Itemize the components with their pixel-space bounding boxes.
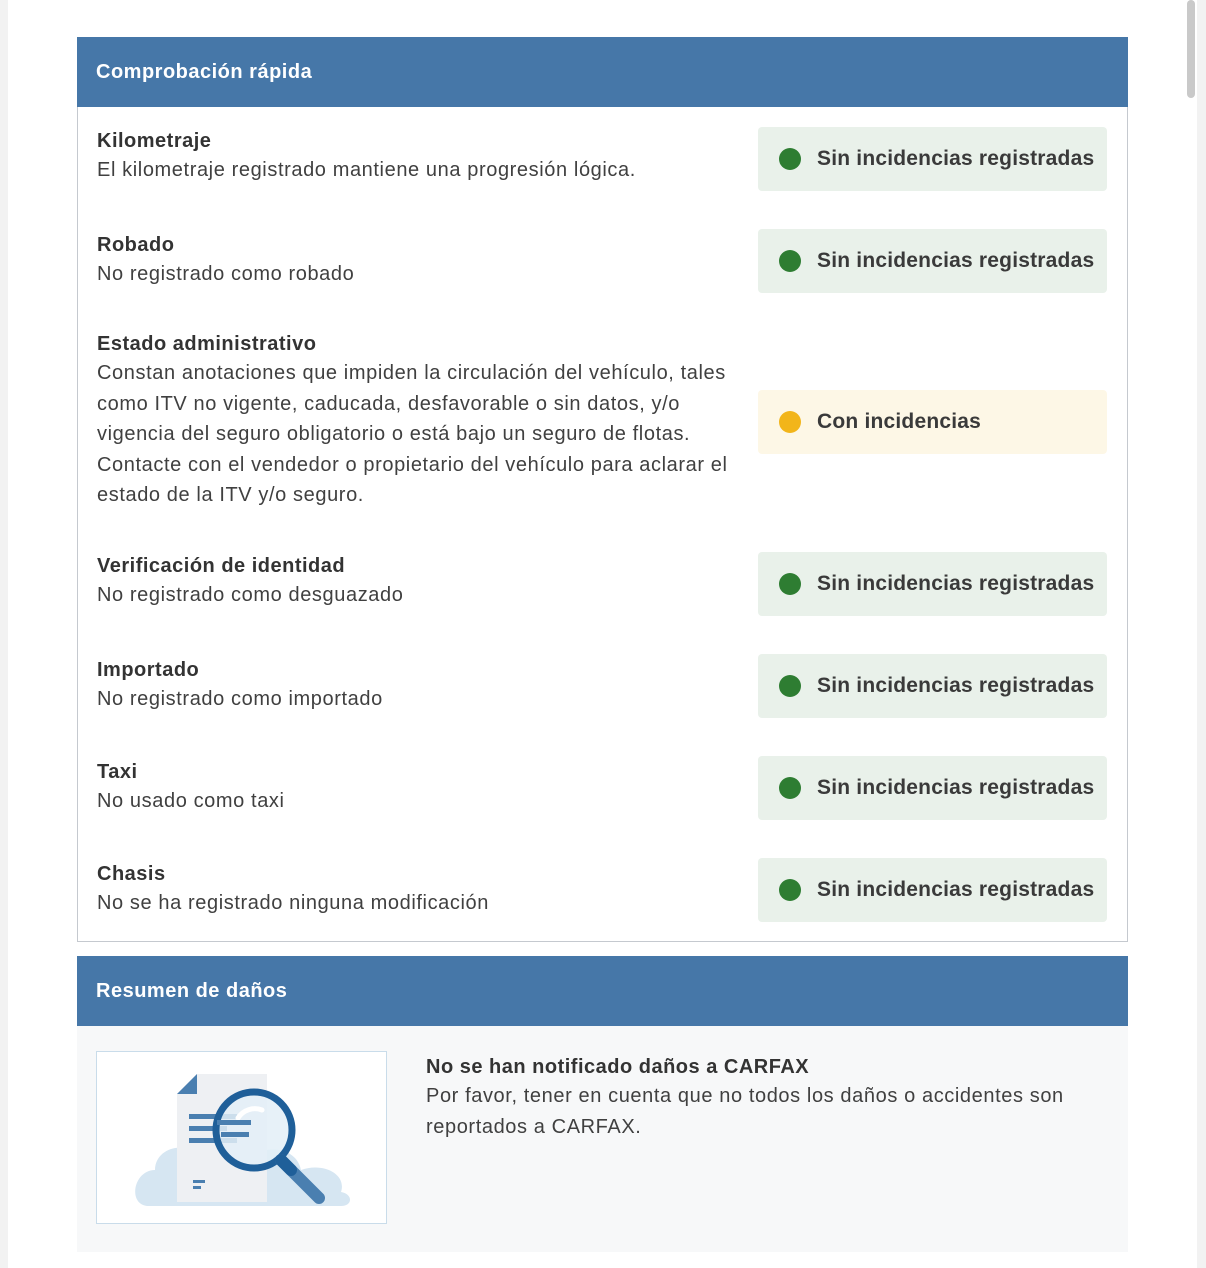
- status-label: Sin incidencias registradas: [817, 572, 1095, 595]
- status-dot-icon: [779, 777, 801, 799]
- status-dot-icon: [779, 675, 801, 697]
- status-label: Sin incidencias registradas: [817, 878, 1095, 901]
- damage-summary-title: Resumen de daños: [96, 979, 288, 1002]
- damage-summary-header: [77, 956, 1128, 1026]
- check-row-text: [97, 231, 732, 290]
- damage-heading: No se han notificado daños a CARFAX: [426, 1056, 810, 1078]
- check-row-description: Constan anotaciones que impiden la circulación del vehículo, tales como ITV no vigente, caducada, desfavorable o sin datos, y/o vigencia del seguro obligatorio o está bajo un seguro de flotas. Contacte con el vendedor o propietario del vehículo para aclarar el estado de la ITV y/o seguro.: [97, 362, 728, 506]
- check-row-title: Estado administrativo: [97, 333, 317, 355]
- status-dot-icon: [779, 148, 801, 170]
- check-row-text: [97, 552, 732, 611]
- check-row-title: Taxi: [97, 761, 138, 783]
- status-badge: [758, 858, 1107, 922]
- check-row-title: Robado: [97, 234, 175, 256]
- quick-check-header: [77, 37, 1128, 107]
- status-badge: [758, 756, 1107, 820]
- check-row-description: El kilometraje registrado mantiene una progresión lógica.: [97, 159, 636, 181]
- check-row-description: No se ha registrado ninguna modificación: [97, 892, 489, 914]
- quick-check-title: Comprobación rápida: [96, 60, 313, 83]
- damage-note: Por favor, tener en cuenta que no todos los daños o accidentes son reportados a CARFAX.: [426, 1085, 1064, 1138]
- page-gutter-right: [1197, 0, 1206, 1268]
- status-dot-icon: [779, 573, 801, 595]
- status-label: Sin incidencias registradas: [817, 776, 1095, 799]
- damage-illustration: [96, 1051, 387, 1224]
- check-row-text: [97, 656, 732, 715]
- status-badge: [758, 229, 1107, 293]
- check-row-text: [97, 127, 732, 186]
- check-row-text: [97, 758, 732, 817]
- status-label: Sin incidencias registradas: [817, 147, 1095, 170]
- status-badge: [758, 127, 1107, 191]
- status-dot-icon: [779, 250, 801, 272]
- check-row-text: [97, 330, 732, 511]
- status-label: Sin incidencias registradas: [817, 674, 1095, 697]
- status-dot-icon: [779, 879, 801, 901]
- check-row-text: [97, 860, 732, 919]
- check-row-description: No registrado como robado: [97, 263, 355, 285]
- scrollbar-thumb[interactable]: [1187, 0, 1195, 98]
- status-badge: [758, 654, 1107, 718]
- check-row-description: No registrado como desguazado: [97, 584, 404, 606]
- status-badge: [758, 390, 1107, 454]
- status-label: Con incidencias: [817, 410, 982, 433]
- check-row-description: No registrado como importado: [97, 688, 383, 710]
- page-gutter-left: [0, 0, 8, 1268]
- status-dot-icon: [779, 411, 801, 433]
- status-badge: [758, 552, 1107, 616]
- check-row-title: Importado: [97, 659, 200, 681]
- document-magnifier-icon: [97, 1052, 386, 1223]
- check-row-title: Verificación de identidad: [97, 555, 346, 577]
- check-row-title: Chasis: [97, 863, 166, 885]
- check-row-title: Kilometraje: [97, 130, 212, 152]
- check-row-description: No usado como taxi: [97, 790, 285, 812]
- status-label: Sin incidencias registradas: [817, 249, 1095, 272]
